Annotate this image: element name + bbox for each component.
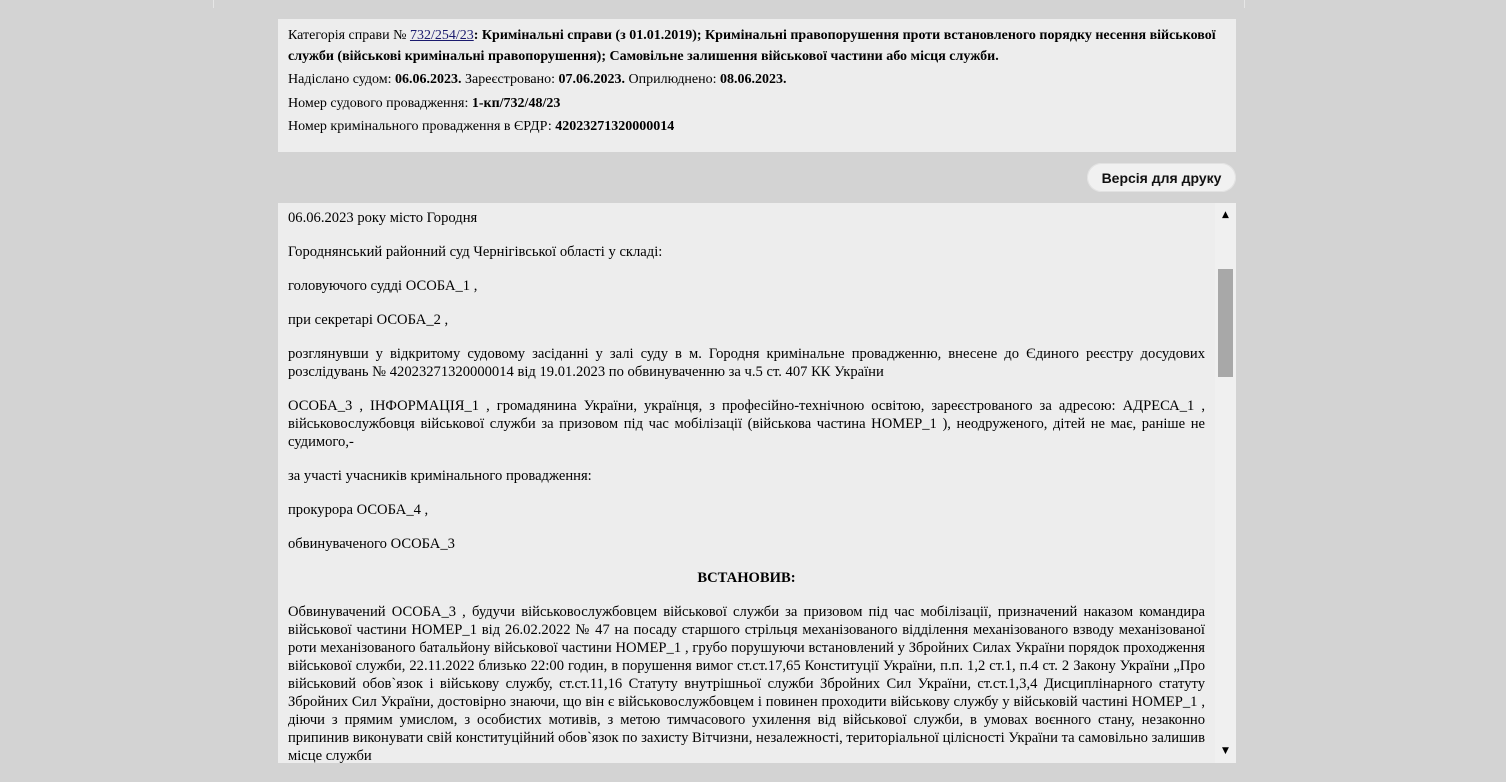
doc-paragraph: 06.06.2023 року місто Городня bbox=[288, 210, 478, 226]
registered-date: 07.06.2023. bbox=[558, 72, 625, 87]
case-info-panel bbox=[278, 19, 1236, 152]
doc-paragraph: Обвинувачений ОСОБА_3 , будучи військовослужбовцем військової служби за призовом під час мобілізації, призначений наказом командира військової частини НОМЕР_1 від 26.02.2022 № 47 на посаду старшого стрільця механізованого відділення механізованого взводу механізованої роти механізованого батальйону військової частини НОМЕР_1 , грубо порушуючи встановлений у Збройних Силах України порядок проходження військової служби, 22.11.2022 близько 22:00 годин, в порушення вимог ст.ст.17,65 Конституції України, п.п. 1,2 ст.1, п.4 ст. 2 Закону України „Про військовий обов`язок і військову службу, ст.ст.11,16 Статуту внутрішньої служби Збройних Сил України, ст.ст.1,3,4 Дисциплінарного статуту Збройних Сил України, достовірно знаючи, що він є військовослужбовцем і повинен проходити військову службу у військовій частині НОМЕР_1 , діючи з прямим умислом, з особистих мотивів, з метою тимчасового ухилення від військової служби, в умовах воєнного стану, незаконно припинив виконувати свій конституційний обов`язок по захисту Вітчизни, незалежності, територіальної цілісності України та самовільно залишив місце служби bbox=[288, 604, 1205, 763]
doc-paragraph: обвинуваченого ОСОБА_3 bbox=[288, 536, 455, 552]
case-category-text: : Кримінальні справи (з 01.01.2019); Кримінальні правопорушення проти встановленого порядку несення військової служби (військові кримінальні правопорушення); Самовільне залишення військової частини або місця служби. bbox=[288, 28, 1216, 64]
doc-paragraph: за участі учасників кримінального провадження: bbox=[288, 468, 592, 484]
scroll-down-icon[interactable]: ▼ bbox=[1222, 746, 1229, 756]
vertical-scrollbar[interactable] bbox=[1215, 203, 1236, 763]
case-dates: Надіслано судом: 06.06.2023. Зареєстровано: 07.06.2023. Оприлюднено: 08.06.2023. bbox=[288, 72, 787, 87]
doc-paragraph: розглянувши у відкритому судовому засіданні у залі суду в м. Городня кримінальне провадженню, внесене до Єдиного реєстру досудових розслідувань № 42023271320000014 від 19.01.2023 по обвинуваченню за ч.5 ст. 407 КК України bbox=[288, 346, 1205, 380]
doc-paragraph: Городнянський районний суд Чернігівської області у складі: bbox=[288, 244, 663, 260]
document-viewer[interactable] bbox=[278, 203, 1236, 763]
scroll-thumb[interactable] bbox=[1218, 269, 1233, 377]
sent-date: 06.06.2023. bbox=[395, 72, 462, 87]
published-date: 08.06.2023. bbox=[720, 72, 787, 87]
doc-paragraph: прокурора ОСОБА_4 , bbox=[288, 502, 429, 518]
doc-paragraph: головуючого судді ОСОБА_1 , bbox=[288, 278, 478, 294]
doc-section-heading: ВСТАНОВИВ: bbox=[697, 570, 796, 586]
case-number-link[interactable]: 732/254/23 bbox=[409, 28, 474, 43]
print-version-button[interactable]: Версія для друку bbox=[1087, 163, 1236, 192]
doc-paragraph: при секретарі ОСОБА_2 , bbox=[288, 312, 449, 328]
doc-paragraph: ОСОБА_3 , ІНФОРМАЦІЯ_1 , громадянина України, українця, з професійно-технічною освітою, зареєстрованого за адресою: АДРЕСА_1 , військовослужбовця військової служби за призовом під час мобілізації (військова частина НОМЕР_1 ), неодруженого, дітей не має, раніше не судимого,- bbox=[288, 398, 1205, 450]
erdr-number: Номер кримінального провадження в ЄРДР: 42023271320000014 bbox=[288, 119, 675, 134]
case-category: Категорія справи № 732/254/23: Кримінальні справи (з 01.01.2019); Кримінальні правопорушення проти встановленого порядку несення військової служби (військові кримінальні правопорушення); Самовільне залишення військової частини або місця служби. bbox=[288, 28, 1216, 64]
court-proceeding-number: Номер судового провадження: 1-кп/732/48/23 bbox=[288, 95, 561, 111]
page-frame-line bbox=[213, 0, 1245, 8]
scroll-up-icon[interactable]: ▲ bbox=[1222, 210, 1229, 220]
document-text bbox=[288, 209, 1205, 763]
